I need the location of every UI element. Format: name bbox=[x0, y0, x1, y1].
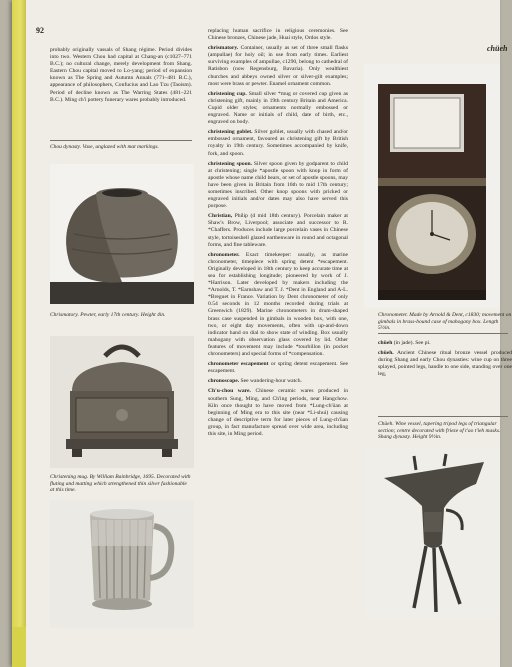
entry-chu-chou-ware: Ch'u-chou ware. Chinese ceramic wares produced in southern Sung, Ming, and Ch'ing periods, near Hangchow. Kiln once thought to have moved from *Lung-ch'üan at beginning of Ming era to this site (near *Li-shui) causing change of descriptive term for later pieces of Lung-ch'üan group, in fact manufacture spread over wide area, including this site, in Ming period. bbox=[208, 388, 349, 437]
page-gutter bbox=[12, 0, 26, 667]
chueh-caption: Chüeh. Wine vessel, tapering tripod legs of triangular section; centre decorated with frieze of t'ao t'ieh masks. Shang dynasty. Height 9½in. bbox=[378, 421, 501, 441]
entry-christening-cup: christening cup. Small silver *mug or covered cup given as christening gift, mainly in 19th century Britain and America. Cupid older styles; ornaments normally embossed or engraved. Name or initials of child, date of birth, etc., engraved on body. bbox=[208, 90, 348, 126]
chronometer-caption: Chronometer. Made by Arnold & Dent, c1830; movement on gimbals in brass-bound case of mahogany box. Length 5½in. bbox=[378, 312, 512, 332]
entry-chueh-jade: chüeh (in jade). See pi. bbox=[378, 340, 431, 346]
entry-chronometer: chronometer. Exact timekeeper: usually, as marine chronometer, timepiece with spring detent *escapement. Originally developed in 18th century to keep accurate time at sea for establishing longitude; pioneered by work of J. *Harrison. Later developed by makers including the *Arnolds, T. *Earnshaw and T. J. *Dent in England and A-L. *Breguet in France. Variation by Dent chronometer of only 0.54 seconds in 12 months recorded during trials at Greenwich (1829). Marine chronometers in drum-shaped brass case suspended in gimbals in wooden box, with one, two, or eight day movements, often with up-and-down indicator hand on dial to show state of winding. Box usually mahogany with observation glass covered by lid. Other features of movement may include *tourbillon (in pocket chronometers) and special forms of *compensation. bbox=[208, 251, 348, 358]
entry-human-sacrifice: replacing human sacrifice in religious ceremonies. See Chinese bronzes, Chinese jade, Huai style, Ordos style. bbox=[208, 28, 348, 42]
chou-entry-continuation: probably originally vassals of Shang régime. Period divides into two. Western Chou had capital at Chang-an (c1027–771 B.C.); no cultural change, merely development from Shang. Eastern Chou capital moved to Lo-yang; period of expansion known as The Spring and Autumn Annals (771–481 B.C.), appearance of philosophers, Confucius and Lao Tzu (Taoism). Period of decline known as The Warring States (481–221 B.C.). Ming ch'i pottery funerary wares probably introduced. bbox=[50, 47, 192, 103]
entry-christening-spoon: christening spoon. Silver spoon given by godparent to child at christening; single *apostle spoon with knop in form of apostle whose name child bears, or set of apostle spoons, may have been given in Britain from 16th to mid 17th century; sometimes inscribed. Other knop spoons with pricked or engraved initials and/or dates may also have served this purpose. bbox=[208, 160, 348, 210]
entry-chronometer-escapement: chronometer escapement or spring detent escapement. See escapement. bbox=[208, 361, 348, 375]
entry-christian-philip: Christian, Philip (d mid 18th century). Porcelain maker at Shaw's Brow, Liverpool; associate and successor to R. *Chaffers. Produces include large porcelain vases in Chinese style, tortoiseshell glazed earthenware in round and octagonal forms, and fine tableware. bbox=[208, 213, 348, 248]
entry-chronoscope: chronoscope. See wandering-hour watch. bbox=[208, 378, 302, 385]
column-3-text bbox=[378, 340, 512, 381]
gutter-bottom bbox=[12, 627, 26, 667]
page-number: 92 bbox=[36, 26, 44, 35]
divider bbox=[378, 333, 508, 334]
chou-vase-image bbox=[50, 164, 194, 304]
chronometer-photo bbox=[364, 64, 500, 308]
book-page bbox=[12, 0, 512, 667]
column-2-text bbox=[208, 28, 348, 441]
mug-caption: Christening mug. By William Bainbridge, 1695. Decorated with fluting and matting which strengthened thin silver fashionable at this time. bbox=[50, 474, 191, 494]
chou-vase-photo bbox=[50, 164, 194, 304]
chrismatory-photo bbox=[50, 336, 194, 468]
vase-caption: Chou dynasty. Vase, unglazed with mat markings. bbox=[50, 144, 159, 150]
chrismatory-caption: Chrismatory. Pewter, early 17th century. Height 4in. bbox=[50, 312, 166, 318]
divider bbox=[378, 416, 508, 417]
divider bbox=[50, 140, 192, 141]
column-1-text bbox=[50, 47, 192, 107]
christening-mug-image bbox=[50, 500, 194, 628]
entry-chrismatory: chrismatory. Container, usually as set of three small flasks (ampullae) for holy oil; in use from early times. Earliest surviving examples of ampullae, c1290, belong to cathedral of Ratisbon (now Regensburg, Bavaria). Only wealthiest churches and abbeys owned silver or silver-gilt examples; most were brass or pewter. Enamel ornament common. bbox=[208, 45, 348, 87]
chronometer-image bbox=[364, 64, 500, 308]
running-head: chüeh bbox=[487, 44, 508, 53]
christening-mug-photo bbox=[50, 500, 194, 628]
entry-christening-goblet: christening goblet. Silver goblet, usually with chased and/or embossed ornament, favoured as christening gift by British royalty in 19th century. Sometimes accompanied by knife, fork, and spoon. bbox=[208, 129, 348, 157]
entry-chueh: chüeh. Ancient Chinese ritual bronze vessel produced during Shang and early Chou dynasties: wine cup on three splayed, pointed legs, handle to one side, standing over one leg, bbox=[378, 350, 512, 378]
chrismatory-image bbox=[50, 336, 194, 468]
chueh-photo bbox=[364, 448, 500, 618]
chueh-image bbox=[364, 448, 500, 618]
